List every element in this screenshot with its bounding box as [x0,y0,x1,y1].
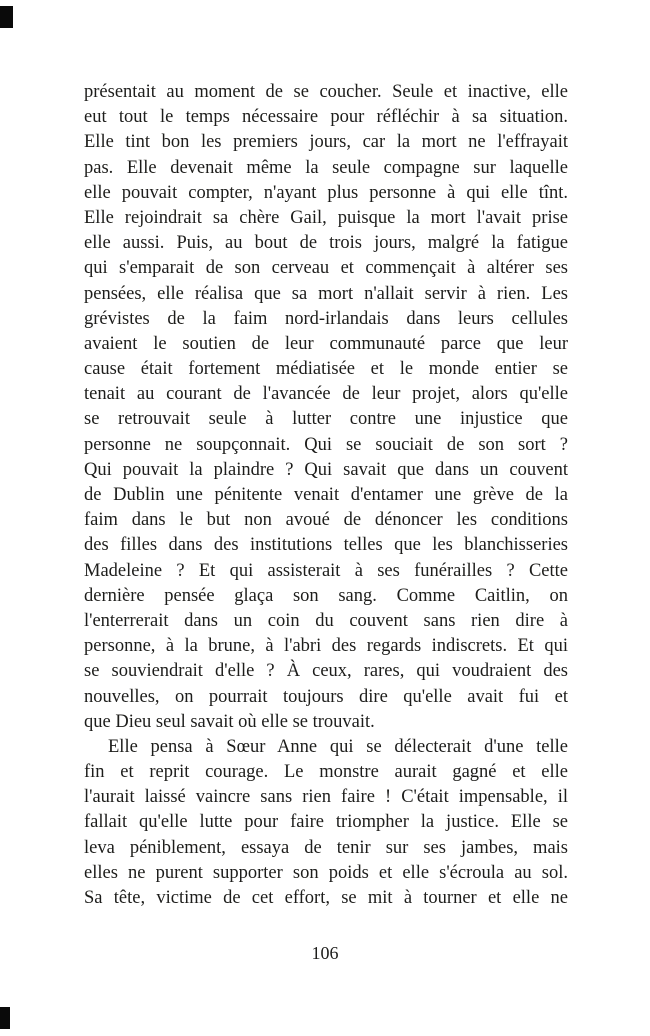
text-line: Elle pensa à Sœur Anne qui se délecterait d'une telle [108,736,568,757]
text-line: que Dieu seul savait où elle se trouvait. [84,711,375,732]
text-line: personne, à la brune, à l'abri des regards indiscrets. Et qui [84,636,568,657]
text-line: l'enterrerait dans un coin du couvent sans rien dire à [84,610,568,631]
text-line: des filles dans des institutions telles que les blanchisseries [84,535,568,556]
text-line: nouvelles, on pourrait toujours dire qu'elle avait fui et [84,686,568,707]
text-line: Madeleine ? Et qui assisterait à ses funérailles ? Cette [84,560,568,581]
text-line: Elle tint bon les premiers jours, car la mort ne l'effrayait [84,132,568,153]
page-number: 106 [311,943,339,963]
text-line: fallait qu'elle lutte pour faire triompher la justice. Elle se [84,812,568,833]
text-line: personne ne soupçonnait. Qui se souciait de son sort ? [84,434,568,455]
text-line: leva péniblement, essaya de tenir sur ses jambes, mais [84,837,568,858]
text-line: l'aurait laissé vaincre sans rien faire ! C'était impensable, il [84,787,568,808]
text-line: dernière pensée glaça son sang. Comme Caitlin, on [84,585,568,606]
text-line: elle aussi. Puis, au bout de trois jours, malgré la fatigue [84,233,568,254]
text-line: Elle rejoindrait sa chère Gail, puisque la mort l'avait prise [84,207,568,228]
text-line: elle pouvait compter, n'ayant plus personne à qui elle tînt. [84,182,568,203]
text-line: elles ne purent supporter son poids et elle s'écroula au sol. [84,862,568,883]
text-line: qui s'emparait de son cerveau et commençait à altérer ses [84,258,568,279]
text-line: se souviendrait d'elle ? À ceux, rares, qui voudraient des [84,661,568,682]
text-line: eut tout le temps nécessaire pour réfléchir à sa situation. [84,107,568,128]
text-line: Qui pouvait la plaindre ? Qui savait que dans un couvent [84,459,568,480]
text-line: grévistes de la faim nord-irlandais dans leurs cellules [84,308,568,329]
text-line: avaient le soutien de leur communauté parce que leur [84,333,568,354]
paragraph [84,80,568,735]
text-line: de Dublin une pénitente venait d'entamer une grève de la [84,485,568,505]
text-line: pensées, elle réalisa que sa mort n'allait servir à rien. Les [84,283,568,304]
scan-artifact-bottom-left [0,1007,10,1029]
text-line: fin et reprit courage. Le monstre aurait gagné et elle [84,762,568,783]
text-line: cause était fortement médiatisée et le monde entier se [84,359,568,380]
text-line: pas. Elle devenait même la seule compagne sur laquelle [84,157,568,178]
paragraph [84,735,568,911]
text-line: présentait au moment de se coucher. Seule et inactive, elle [84,82,568,102]
text-line: tenait au courant de l'avancée de leur projet, alors qu'elle [84,384,568,405]
text-line: se retrouvait seule à lutter contre une injustice que [84,409,568,430]
page-text-block [84,80,568,911]
text-line: faim dans le but non avoué de dénoncer les conditions [84,510,568,531]
scan-artifact-top-left [0,6,13,28]
text-line: Sa tête, victime de cet effort, se mit à tourner et elle ne [84,888,568,908]
